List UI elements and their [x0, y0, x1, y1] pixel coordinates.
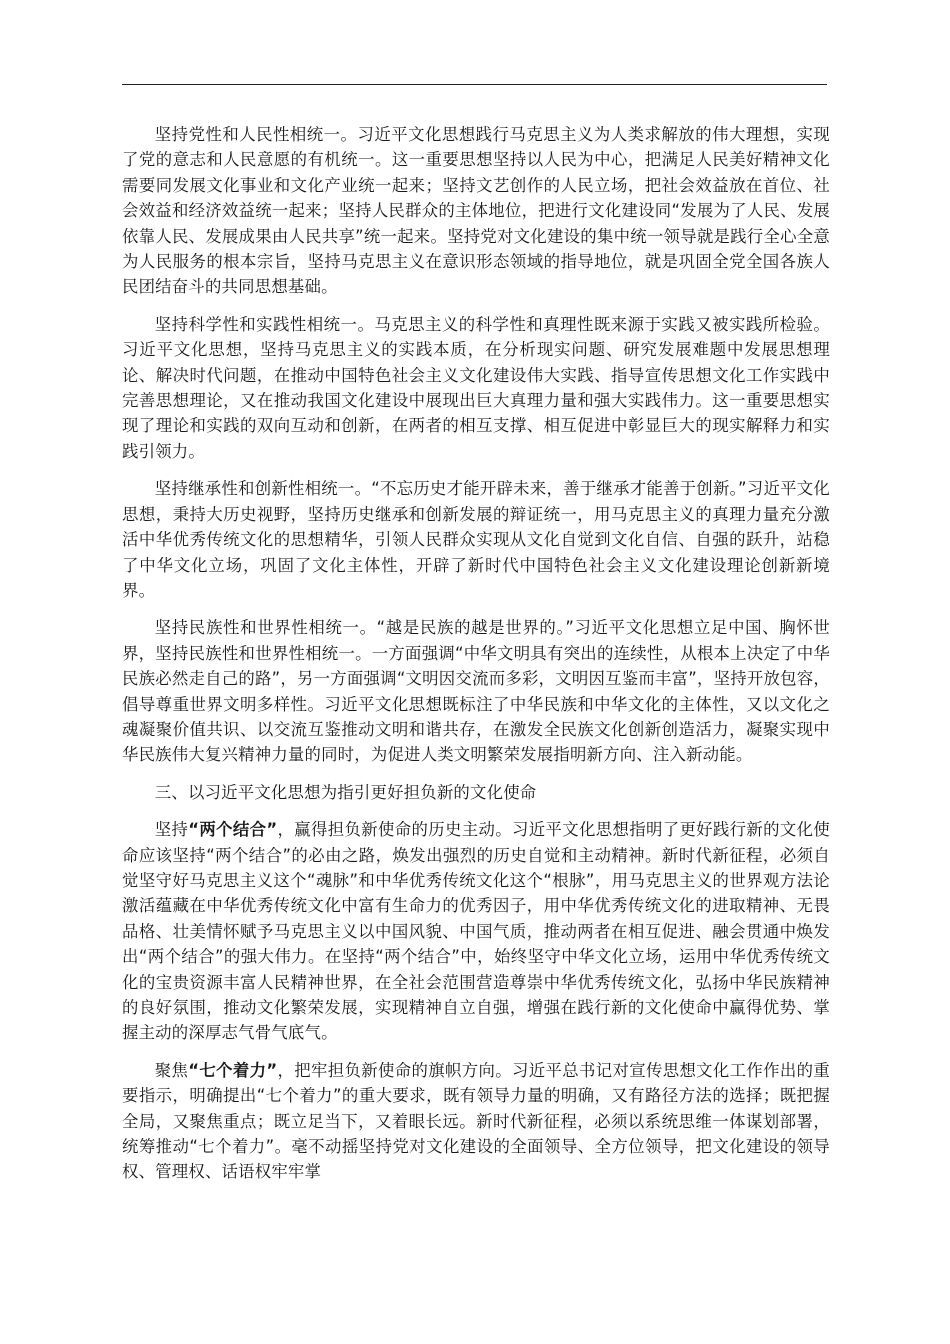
document-body — [122, 122, 830, 1197]
lead-prefix: 聚焦 — [154, 1060, 189, 1080]
paragraph-two-combinations — [122, 817, 830, 1046]
lead-bold-term: “两个结合” — [188, 820, 278, 840]
paragraph-party-people: 坚持党性和人民性相统一。习近平文化思想践行马克思主义为人类求解放的伟大理想，实现了党的意志和人民意愿的有机统一。这一重要思想坚持以人民为中心，把满足人民美好精神文化需要同发展文化事业和文化产业统一起来；坚持文艺创作的人民立场，把社会效益放在首位、社会效益和经济效益统一起来；坚持人民群众的主体地位，把进行文化建设同“发展为了人民、发展依靠人民、发展成果由人民共享”统一起来。坚持党对文化建设的集中统一领导就是践行全心全意为人民服务的根本宗旨，坚持马克思主义在意识形态领域的指导地位，就是巩固全党全国各族人民团结奋斗的共同思想基础。 — [122, 125, 830, 297]
paragraph-science-practice: 坚持科学性和实践性相统一。马克思主义的科学性和真理性既来源于实践又被实践所检验。习近平文化思想，坚持马克思主义的实践本质，在分析现实问题、研究发展难题中发展思想理论、解决时代问题，在推动中国特色社会主义文化建设伟大实践、指导宣传思想文化工作实践中完善思想理论，又在推动我国文化建设中展现出巨大真理力量和强大实践伟力。这一重要思想实现了理论和实践的双向互动和创新，在两者的相互支撑、相互促进中彰显巨大的现实解释力和实践引领力。 — [122, 314, 830, 461]
paragraph-nation-world: 坚持民族性和世界性相统一。“越是民族的越是世界的。”习近平文化思想立足中国、胸怀世界，坚持民族性和世界性相统一。一方面强调“中华文明具有突出的连续性，从根本上决定了中华民族必然走自己的路”，另一方面强调“文明因交流而多彩，文明因互鉴而丰富”，坚持开放包容，倡导尊重世界文明多样性。习近平文化思想既标注了中华民族和中华文化的主体性，又以文化之魂凝聚价值共识、以交流互鉴推动文明和谐共存，在激发全民族文化创新创造活力，凝聚实现中华民族伟大复兴精神力量的同时，为促进人类文明繁荣发展指明新方向、注入新动能。 — [122, 618, 830, 765]
paragraph-body: ，把牢担负新使命的旗帜方向。习近平总书记对宣传思想文化工作作出的重要指示，明确提出“七个着力”的重大要求，既有领导力量的明确，又有路径方法的选择；既把握全局，又聚焦重点；既立足当下，又着眼长远。新时代新征程，必须以系统思维一体谋划部署，统筹推动“七个着力”。毫不动摇坚持党对文化建设的全面领导、全方位领导，把文化建设的领导权、管理权、话语权牢牢掌 — [122, 1060, 830, 1182]
lead-bold-term: “七个着力” — [188, 1060, 278, 1080]
section-heading: 三、以习近平文化思想为指引更好担负新的文化使命 — [154, 782, 537, 802]
header-rule — [122, 84, 827, 85]
paragraph-seven-focuses — [122, 1058, 830, 1185]
paragraph-body: ，赢得担负新使命的历史主动。习近平文化思想指明了更好践行新的文化使命应该坚持“两个结合”的必由之路，焕发出强烈的历史自觉和主动精神。新时代新征程，必须自觉坚守好马克思主义这个“魂脉”和中华优秀传统文化这个“根脉”，用马克思主义的世界观方法论激活蕴藏在中华优秀传统文化中富有生命力的优秀因子，用中华优秀传统文化的进取精神、无畏品格、壮美情怀赋予马克思主义以中国风貌、中国气质，推动两者在相互促进、融会贯通中焕发出“两个结合”的强大伟力。在坚持“两个结合”中，始终坚守中华文化立场，运用中华优秀传统文化的宝贵资源丰富人民精神世界，在全社会范围营造尊崇中华优秀传统文化，弘扬中华民族精神的良好氛围，推动文化繁荣发展，实现精神自立自强，增强在践行新的文化使命中赢得优势、掌握主动的深厚志气骨气底气。 — [122, 820, 830, 1043]
lead-prefix: 坚持 — [154, 820, 189, 840]
paragraph-inherit-innovate: 坚持继承性和创新性相统一。“不忘历史才能开辟未来，善于继承才能善于创新。”习近平文化思想，秉持大历史视野，坚持历史继承和创新发展的辩证统一，用马克思主义的真理力量充分激活中华优秀传统文化的思想精华，引领人民群众实现从文化自觉到文化自信、自强的跃升，站稳了中华文化立场，巩固了文化主体性，开辟了新时代中国特色社会主义文化建设理论创新新境界。 — [122, 479, 830, 600]
